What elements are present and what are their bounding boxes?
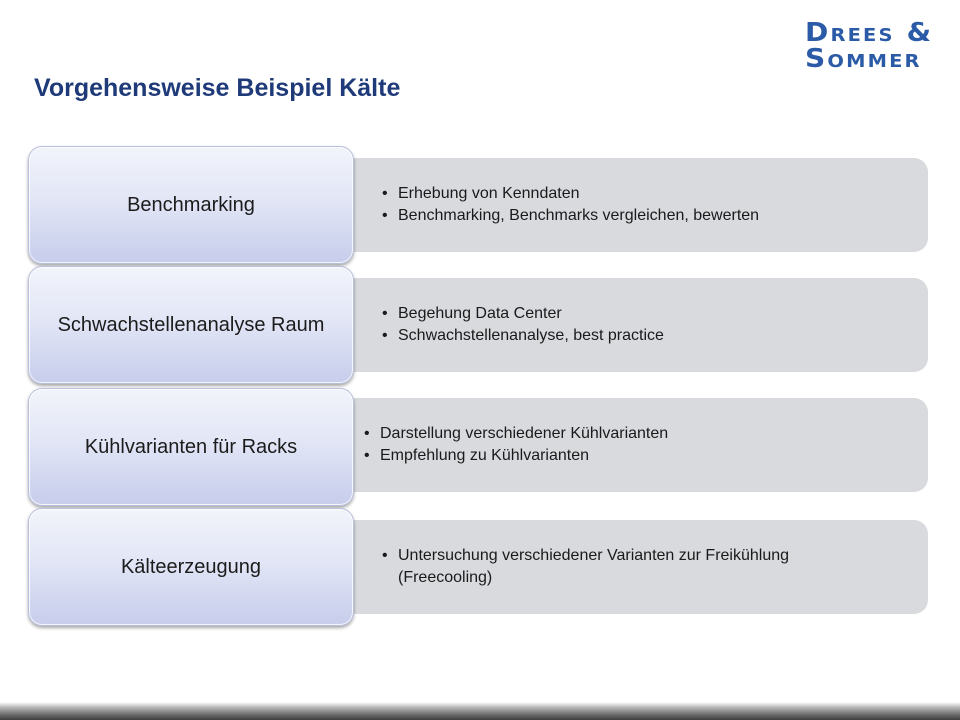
- bullet-item: • Schwachstellenanalyse, best practice: [382, 325, 664, 347]
- step-label-box: [28, 388, 354, 506]
- step-label: Kühlvarianten für Racks: [84, 436, 298, 458]
- step-label: Benchmarking: [127, 194, 255, 216]
- process-row-schwachstellenanalyse: [28, 266, 928, 384]
- bullet-item: • Benchmarking, Benchmarks vergleichen, bewerten: [382, 205, 759, 227]
- step-label-box: [28, 266, 354, 384]
- step-label: Kälteerzeugung: [120, 556, 262, 578]
- step-label: Schwachstellenanalyse Raum: [57, 314, 325, 336]
- logo-line-1: Drees &: [805, 18, 934, 48]
- process-row-kaelteerzeugung: [28, 508, 928, 626]
- footer-bar: [0, 702, 960, 720]
- logo-line-2: Sommer: [805, 44, 922, 74]
- bullet-item: • Empfehlung zu Kühlvarianten: [364, 445, 668, 467]
- step-label-box: [28, 146, 354, 264]
- bullet-item: • Begehung Data Center: [382, 303, 664, 325]
- bullet-item: • Darstellung verschiedener Kühlvarianten: [364, 423, 668, 445]
- process-row-benchmarking: [28, 146, 928, 264]
- bullet-item: • Untersuchung verschiedener Varianten zur Freikühlung (Freecooling): [382, 545, 828, 589]
- process-row-kuehlvarianten: [28, 388, 928, 506]
- slide-title: Vorgehensweise Beispiel Kälte: [34, 74, 401, 102]
- bullet-item: • Erhebung von Kenndaten: [382, 183, 759, 205]
- step-label-box: [28, 508, 354, 626]
